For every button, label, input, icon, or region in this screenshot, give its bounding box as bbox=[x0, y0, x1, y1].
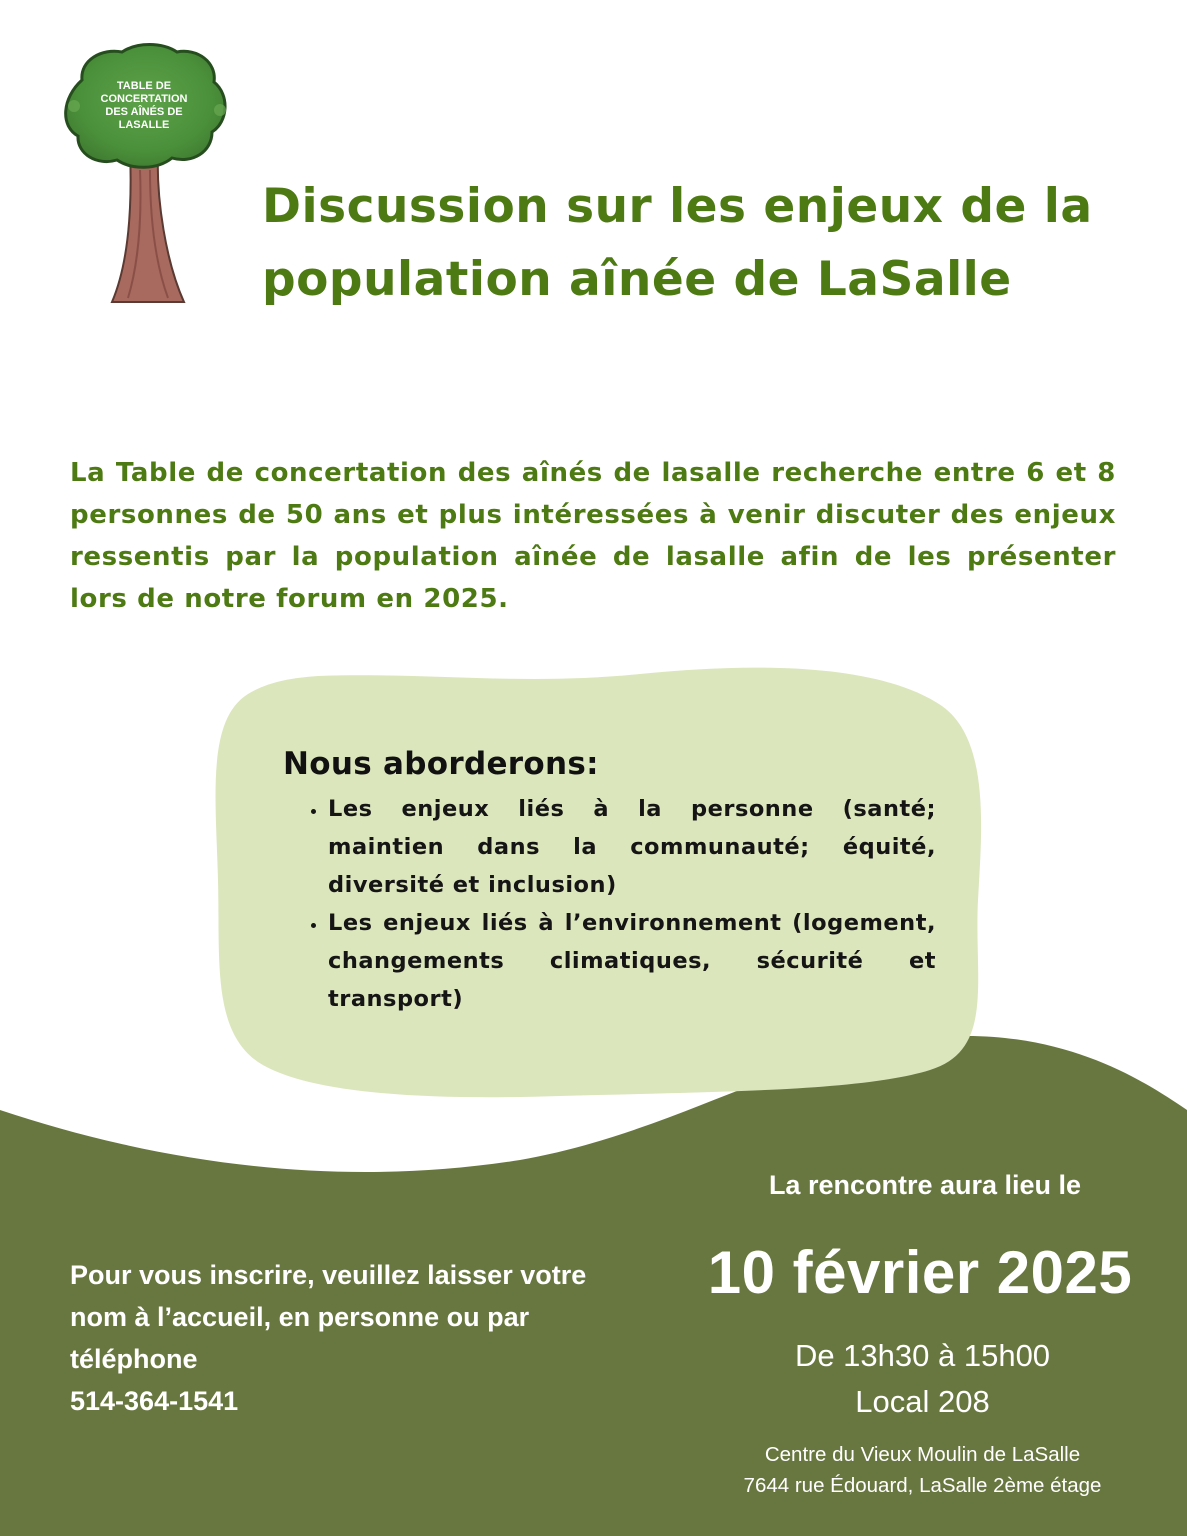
topic-item-personne: • Les enjeux liés à la personne (santé; maintien dans la communauté; équité, diversité et inclusion) bbox=[328, 790, 936, 904]
topic-item-environnement: • Les enjeux liés à l’environnement (logement, changements climatiques, sécurité et transport) bbox=[328, 904, 936, 1018]
event-venue: Centre du Vieux Moulin de LaSalle bbox=[764, 1443, 1081, 1466]
page-title: Discussion sur les enjeux de la population aînée de LaSalle bbox=[262, 179, 1093, 307]
event-date: 10 février 2025 bbox=[707, 1239, 1133, 1306]
event-room: Local 208 bbox=[855, 1384, 990, 1419]
registration-info bbox=[70, 1254, 590, 1422]
registration-text: Pour vous inscrire, veuillez laisser votre nom à l’accueil, en personne ou par téléphone bbox=[70, 1260, 587, 1374]
intro-paragraph: La Table de concertation des aînés de lasalle recherche entre 6 et 8 personnes de 50 ans et plus intéressées à venir discuter des enjeux ressentis par la population aînée de lasalle afin de les présenter lors de notre forum en 2025. bbox=[70, 458, 1116, 614]
event-intro: La rencontre aura lieu le bbox=[768, 1170, 1082, 1200]
topics-list bbox=[300, 790, 936, 1018]
event-time: De 13h30 à 15h00 bbox=[794, 1338, 1051, 1373]
logo-text: TABLE DE CONCERTATION DES AÎNÉS DE LASALLE bbox=[100, 80, 188, 131]
topics-heading: Nous aborderons: bbox=[283, 746, 599, 782]
phone-number: 514-364-1541 bbox=[70, 1386, 239, 1416]
event-address: 7644 rue Édouard, LaSalle 2ème étage bbox=[743, 1474, 1102, 1497]
